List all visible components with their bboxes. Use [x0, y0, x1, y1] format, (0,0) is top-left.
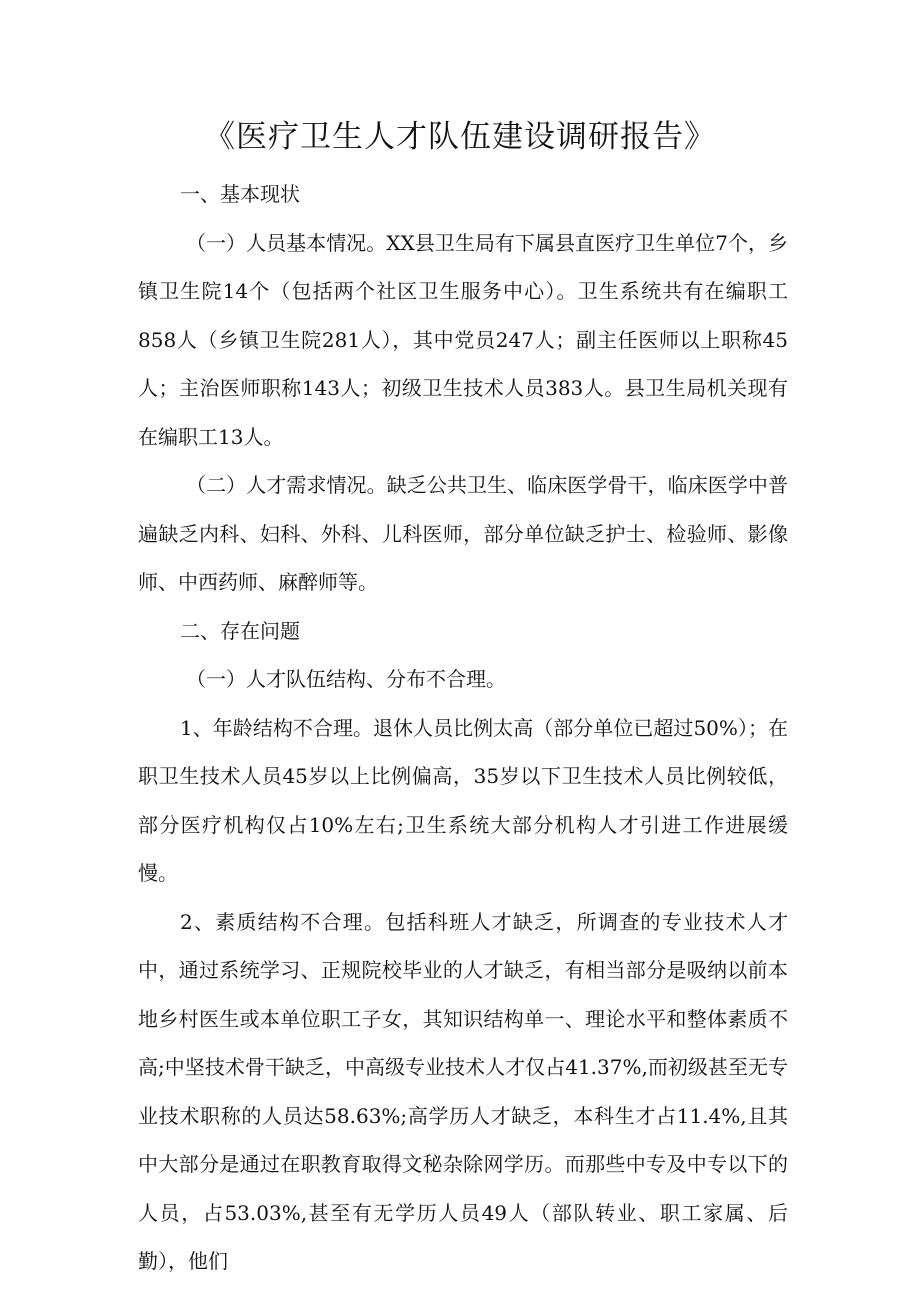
subheading-structure-distribution: （一）人才队伍结构、分布不合理。: [186, 667, 506, 691]
document-body: [138, 170, 788, 1286]
document-title: 《医疗卫生人才队伍建设调研报告》: [204, 119, 716, 155]
paragraph-talent-demand: （二）人才需求情况。缺乏公共卫生、临床医学骨干，临床医学中普遍缺乏内科、妇科、外科、儿科医师，部分单位缺乏护士、检验师、影像师、中西药师、麻醉师等。: [138, 473, 788, 594]
section-heading-problems: 二、存在问题: [180, 618, 300, 643]
paragraph-quality-structure: 2、素质结构不合理。包括科班人才缺乏，所调查的专业技术人才中，通过系统学习、正规院校毕业的人才缺乏，有相当部分是吸纳以前本地乡村医生或本单位职工子女，其知识结构单一、理论水平和整体素质不高;中坚技术骨干缺乏，中高级专业技术人才仅占41.37%,而初级甚至无专业技术职称的人员达58.63%;高学历人才缺乏，本科生才占11.4%,且其中大部分是通过在职教育取得文秘杂除网学历。而那些中专及中专以下的人员，占53.03%,甚至有无学历人员49人（部队转业、职工家属、后勤），他们: [138, 909, 788, 1273]
paragraph-personnel-basics: （一）人员基本情况。XX县卫生局有下属县直医疗卫生单位7个，乡镇卫生院14个（包括两个社区卫生服务中心）。卫生系统共有在编职工858人（乡镇卫生院281人），其中党员247人；副主任医师以上职称45人；主治医师职称143人；初级卫生技术人员383人。县卫生局机关现有在编职工13人。: [138, 230, 788, 449]
paragraph-age-structure: 1、年龄结构不合理。退休人员比例太高（部分单位已超过50%）；在职卫生技术人员45岁以上比例偏高，35岁以下卫生技术人员比例较低，部分医疗机构仅占10%左右;卫生系统大部分机构人才引进工作进展缓慢。: [138, 715, 788, 885]
section-heading-basic-status: 一、基本现状: [180, 182, 300, 206]
